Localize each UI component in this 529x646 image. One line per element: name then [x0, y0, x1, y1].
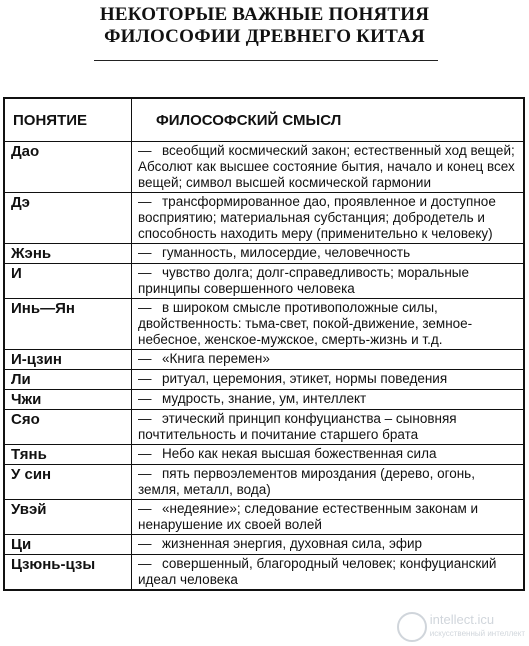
table-row	[4, 535, 524, 555]
concept-term: Ли	[4, 370, 132, 390]
table-row	[4, 142, 524, 193]
meaning-text: в широком смысле противоположные силы, двойственность: тьма-свет, покой-движение, земное-небесное, женское-мужское, смерть-жизнь и т.д.	[138, 300, 473, 347]
table-row	[4, 193, 524, 244]
meaning-text: пять первоэлементов мироздания (дерево, огонь, земля, металл, вода)	[138, 466, 475, 497]
dash-separator: —	[138, 351, 152, 366]
title-divider	[94, 60, 438, 61]
concept-term: Чжи	[4, 390, 132, 410]
concept-meaning	[132, 264, 525, 299]
meaning-text: гуманность, милосердие, человечность	[162, 245, 411, 260]
dash-separator: —	[138, 300, 152, 315]
meaning-text: мудрость, знание, ум, интеллект	[162, 391, 367, 406]
dash-separator: —	[138, 143, 152, 158]
table-row	[4, 500, 524, 535]
dash-separator: —	[138, 391, 152, 406]
table-row	[4, 264, 524, 299]
watermark-text: intellect.icu	[429, 612, 495, 627]
table-header-row	[4, 98, 524, 142]
dash-separator: —	[138, 265, 152, 280]
concept-term: И	[4, 264, 132, 299]
table-row	[4, 465, 524, 500]
table-row	[4, 410, 524, 445]
table-row	[4, 370, 524, 390]
title-line-2: ФИЛОСОФИИ ДРЕВНЕГО КИТАЯ	[104, 26, 425, 47]
concept-meaning	[132, 350, 525, 370]
meaning-text: Небо как некая высшая божественная сила	[162, 446, 437, 461]
watermark-subtext: искусственный интеллект	[429, 629, 525, 638]
meaning-text: чувство долга; долг-справедливость; моральные принципы совершенного человека	[138, 265, 469, 296]
header-meaning: ФИЛОСОФСКИЙ СМЫСЛ	[132, 98, 525, 142]
dash-separator: —	[138, 556, 152, 571]
concept-term: Дэ	[4, 193, 132, 244]
meaning-text: «недеяние»; следование естественным законам и ненарушение их своей волей	[138, 501, 479, 532]
table-row	[4, 299, 524, 350]
page-title	[0, 4, 529, 48]
dash-separator: —	[138, 501, 152, 516]
dash-separator: —	[138, 466, 152, 481]
concept-meaning	[132, 410, 525, 445]
concept-term: Тянь	[4, 445, 132, 465]
concept-meaning	[132, 142, 525, 193]
table-row	[4, 445, 524, 465]
concept-term: И-цзин	[4, 350, 132, 370]
meaning-text: «Книга перемен»	[162, 351, 270, 366]
dash-separator: —	[138, 411, 152, 426]
concept-term: Сяо	[4, 410, 132, 445]
concept-meaning	[132, 390, 525, 410]
table-row	[4, 555, 524, 591]
concept-meaning	[132, 500, 525, 535]
concept-term: Увэй	[4, 500, 132, 535]
dash-separator: —	[138, 446, 152, 461]
dash-separator: —	[138, 371, 152, 386]
concept-meaning	[132, 370, 525, 390]
table-row	[4, 390, 524, 410]
meaning-text: жизненная энергия, духовная сила, эфир	[162, 536, 422, 551]
concept-meaning	[132, 555, 525, 591]
watermark	[397, 612, 525, 642]
header-term: ПОНЯТИЕ	[4, 98, 132, 142]
concept-meaning	[132, 193, 525, 244]
meaning-text: ритуал, церемония, этикет, нормы поведения	[162, 371, 448, 386]
concept-term: Дао	[4, 142, 132, 193]
concept-meaning	[132, 445, 525, 465]
table-row	[4, 244, 524, 264]
dash-separator: —	[138, 536, 152, 551]
watermark-logo-icon	[397, 612, 427, 642]
concept-term: Ци	[4, 535, 132, 555]
concept-meaning	[132, 465, 525, 500]
concept-term: Инь—Ян	[4, 299, 132, 350]
concept-meaning	[132, 244, 525, 264]
table-row	[4, 350, 524, 370]
concept-term: У син	[4, 465, 132, 500]
concept-meaning	[132, 299, 525, 350]
meaning-text: этический принцип конфуцианства – сыновняя почтительность и почитание старшего брата	[138, 411, 457, 442]
dash-separator: —	[138, 245, 152, 260]
concepts-table	[3, 97, 525, 591]
dash-separator: —	[138, 194, 152, 209]
meaning-text: совершенный, благородный человек; конфуцианский идеал человека	[138, 556, 497, 587]
title-line-1: НЕКОТОРЫЕ ВАЖНЫЕ ПОНЯТИЯ	[99, 4, 430, 25]
table-body	[4, 142, 524, 591]
concept-meaning	[132, 535, 525, 555]
meaning-text: всеобщий космический закон; естественный ход вещей; Абсолют как высшее состояние бытия, начало и конец всех вещей; символ высшей космической гармонии	[138, 143, 515, 190]
concept-term: Цзюнь-цзы	[4, 555, 132, 591]
concept-term: Жэнь	[4, 244, 132, 264]
meaning-text: трансформированное дао, проявленное и доступное восприятию; материальная субстанция; добродетель и способность находить меру (применительно к человеку)	[138, 194, 496, 241]
